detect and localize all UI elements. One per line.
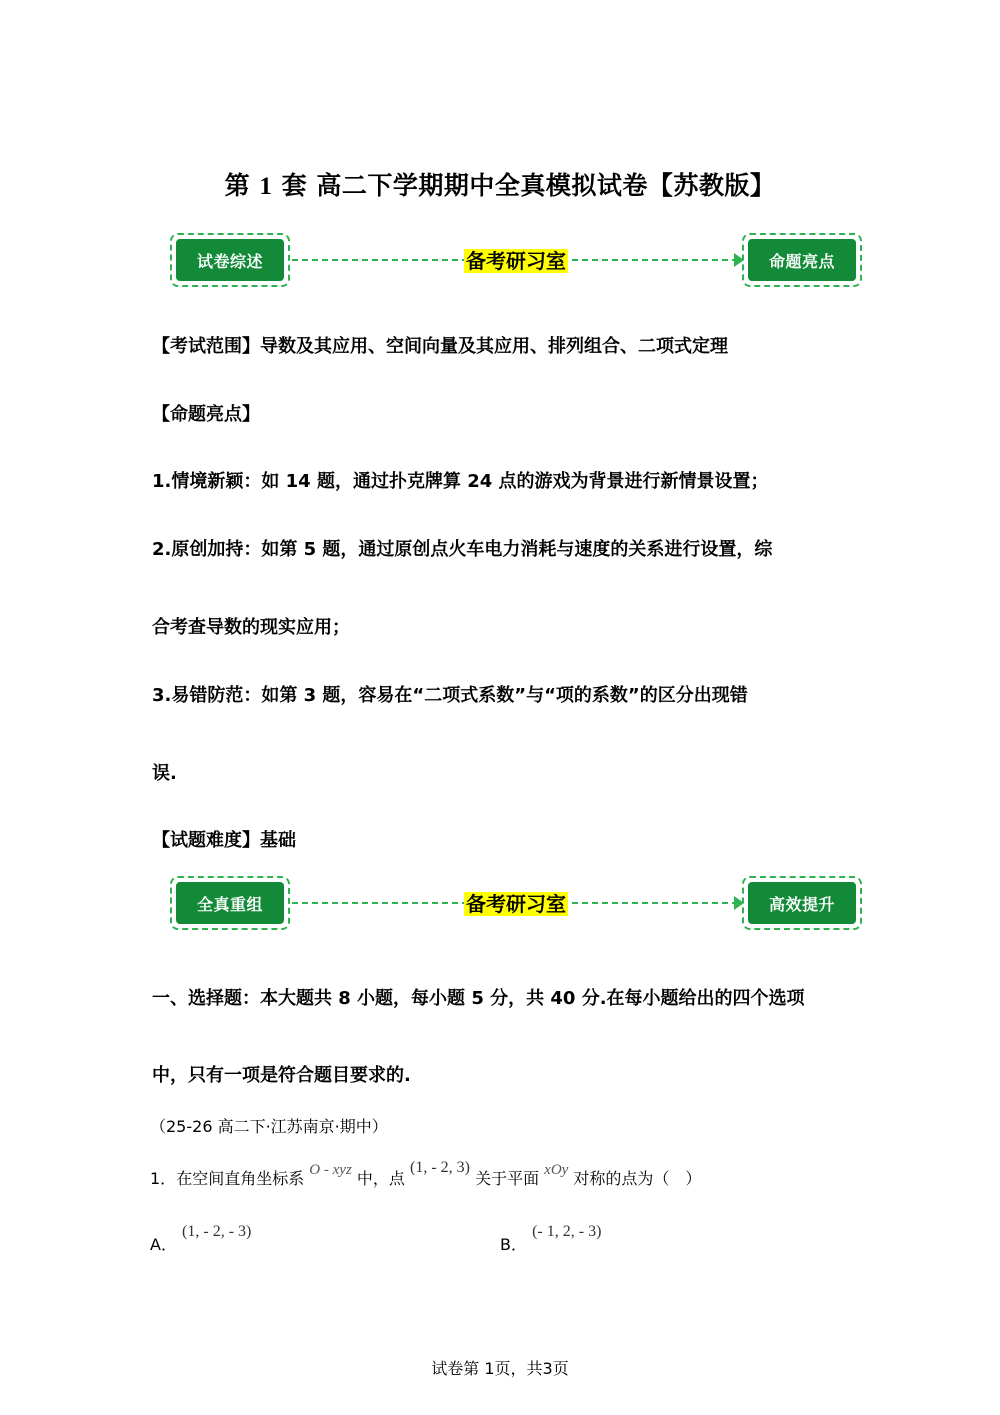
page-footer: 试卷第 1页，共3页 (431, 1359, 569, 1378)
math-coordinate-system: O - xyz (309, 1162, 352, 1178)
highlight-item-continued: 误. (152, 763, 177, 784)
exam-scope: 【考试范围】导数及其应用、空间向量及其应用、排列组合、二项式定理 (152, 336, 728, 357)
option-a[interactable] (150, 1223, 252, 1255)
title-number: 1 (259, 173, 273, 200)
section-heading-continued: 中，只有一项是符合题目要求的. (152, 1065, 411, 1086)
overview-button[interactable] (170, 233, 290, 287)
highlight-item: 3.易错防范：如第 3 题，容易在“二项式系数”与“项的系数”的区分出现错 (152, 685, 748, 706)
option-label: B． (500, 1235, 527, 1254)
question-text: 关于平面 (475, 1169, 540, 1188)
highlights-button[interactable] (742, 233, 862, 287)
banner-center-label: 备考研习室 (466, 892, 566, 916)
highlight-item: 2.原创加持：如第 5 题，通过原创点火车电力消耗与速度的关系进行设置，综 (152, 539, 773, 560)
title-rest: 套 高二下学期期中全真模拟试卷【苏教版】 (281, 171, 776, 200)
question-text: 在空间直角坐标系 (176, 1169, 305, 1188)
banner-center-label: 备考研习室 (466, 249, 566, 273)
option-label: A． (150, 1235, 177, 1254)
option-b[interactable] (500, 1223, 602, 1255)
section-heading: 一、选择题：本大题共 8 小题，每小题 5 分，共 40 分.在每小题给出的四个选项 (152, 988, 805, 1009)
highlights-button-label: 命题亮点 (748, 239, 856, 281)
question-1 (150, 1159, 702, 1189)
reorganize-button-label: 全真重组 (176, 882, 284, 924)
option-value: (1, - 2, - 3) (182, 1223, 252, 1240)
improve-button[interactable] (742, 876, 862, 930)
question-number: 1． (150, 1169, 177, 1188)
reorganize-button[interactable] (170, 876, 290, 930)
highlights-heading: 【命题亮点】 (152, 404, 260, 425)
title-prefix: 第 (224, 171, 251, 200)
math-point: (1, - 2, 3) (409, 1159, 470, 1176)
overview-button-label: 试卷综述 (176, 239, 284, 281)
highlight-item-continued: 合考查导数的现实应用； (152, 617, 350, 638)
option-value: (- 1, 2, - 3) (532, 1223, 602, 1240)
page-title (0, 166, 1000, 202)
question-text: 对称的点为（ ） (573, 1169, 702, 1188)
question-text: 中，点 (356, 1169, 405, 1188)
math-plane: xOy (544, 1162, 569, 1178)
question-source: （25-26 高二下·江苏南京·期中） (150, 1117, 388, 1136)
difficulty: 【试题难度】基础 (152, 830, 296, 851)
banner-overview (170, 233, 862, 291)
improve-button-label: 高效提升 (748, 882, 856, 924)
highlight-item: 1.情境新颖：如 14 题，通过扑克牌算 24 点的游戏为背景进行新情景设置； (152, 471, 769, 492)
banner-reorganize (170, 876, 862, 934)
